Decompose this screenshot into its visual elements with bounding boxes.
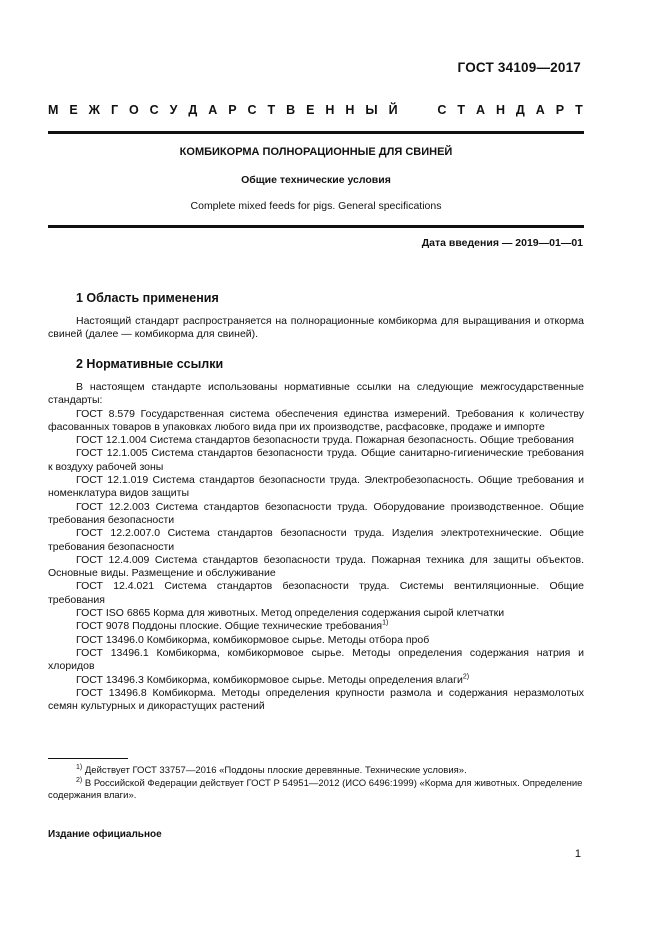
normative-reference bbox=[48, 634, 584, 647]
standard-type-letter: Г bbox=[110, 103, 119, 117]
reference-text: ГОСТ ISO 6865 Корма для животных. Метод определения содержания сырой клетчатки bbox=[76, 607, 505, 620]
footnote-mark: 2) bbox=[76, 776, 83, 784]
reference-text: ГОСТ 13496.1 Комбикорма, комбикормовое сырье. Методы определения содержания натрия и хлоридов bbox=[48, 646, 584, 673]
reference-text: ГОСТ 12.2.003 Система стандартов безопасности труда. Оборудование производственное. Общие требования безопасности bbox=[48, 500, 584, 526]
bottom-rule bbox=[48, 225, 584, 228]
standard-type-letter: Й bbox=[388, 103, 398, 117]
reference-text: ГОСТ 12.1.005 Система стандартов безопасности труда. Общие санитарно-гигиенические требования к воздуху рабочей зоны bbox=[48, 447, 584, 473]
reference-text: ГОСТ 13496.3 Комбикорма, комбикормовое сырье. Методы определения влаги bbox=[76, 673, 463, 686]
top-rule bbox=[48, 131, 584, 134]
standard-type-letter: Ж bbox=[88, 103, 100, 117]
document-subtitle: Общие технические условия bbox=[241, 174, 391, 186]
standard-type-letter: Н bbox=[345, 103, 355, 117]
english-title: Complete mixed feeds for pigs. General specifications bbox=[190, 200, 442, 212]
standard-type-letter bbox=[409, 103, 412, 117]
document-number: ГОСТ 34109—2017 bbox=[457, 60, 581, 75]
standard-type-letter bbox=[423, 103, 426, 117]
standard-type-letter: Д bbox=[515, 103, 525, 117]
footnote-marker: 2) bbox=[462, 673, 470, 681]
official-edition-label: Издание официальное bbox=[48, 829, 162, 840]
normative-reference bbox=[48, 447, 584, 474]
standard-type-letter: Н bbox=[325, 103, 335, 117]
normative-reference bbox=[48, 620, 584, 633]
reference-text: ГОСТ 12.1.019 Система стандартов безопасности труда. Электробезопасность. Общие требования и номенклатура видов защиты bbox=[48, 474, 584, 500]
footnote-marker: 1) bbox=[382, 619, 389, 627]
reference-text: ГОСТ 12.4.009 Система стандартов безопасности труда. Пожарная техника для защиты объектов. Основные виды. Размещение и обслуживание bbox=[48, 553, 584, 580]
standard-type-letter: В bbox=[286, 103, 296, 117]
standard-type-letter: Е bbox=[306, 103, 315, 117]
footnote bbox=[48, 778, 584, 803]
normative-reference bbox=[48, 408, 584, 435]
standard-type-letter: Т bbox=[267, 103, 276, 117]
standard-type-letter: С bbox=[149, 103, 159, 117]
standard-type-letter: Е bbox=[69, 103, 78, 117]
normative-reference bbox=[48, 580, 584, 607]
footnote bbox=[48, 765, 584, 778]
standard-type-letter: Ы bbox=[365, 103, 378, 117]
standard-type-letter: Д bbox=[188, 103, 198, 117]
reference-text: ГОСТ 12.1.004 Система стандартов безопасности труда. Пожарная безопасность. Общие требования bbox=[76, 434, 574, 447]
standard-type-letter: Т bbox=[575, 103, 583, 117]
section-1-paragraph: Настоящий стандарт распространяется на полнорационные комбикорма для выращивания и откорма свиней (далее — комбикорма для свиней). bbox=[48, 315, 584, 341]
standard-type-letter: Н bbox=[495, 103, 505, 117]
reference-text: ГОСТ 13496.8 Комбикорма. Методы определения крупности размола и содержания неразмолотых семян культурных и дикорастущих растений bbox=[48, 686, 584, 713]
page-number: 1 bbox=[574, 848, 581, 860]
section-2-text bbox=[48, 381, 584, 713]
normative-reference bbox=[48, 527, 584, 554]
footnotes bbox=[48, 765, 584, 803]
standard-type-letter: С bbox=[437, 103, 447, 117]
standard-type-letter: Р bbox=[228, 103, 237, 117]
standard-type-letter: Т bbox=[457, 103, 465, 117]
reference-text: ГОСТ 12.4.021 Система стандартов безопасности труда. Системы вентиляционные. Общие требования bbox=[48, 580, 584, 606]
normative-reference bbox=[48, 434, 584, 447]
normative-reference bbox=[48, 647, 584, 674]
standard-type-letter: С bbox=[247, 103, 257, 117]
standard-type-letter: А bbox=[208, 103, 218, 117]
standard-type-letter: М bbox=[48, 103, 59, 117]
reference-text: ГОСТ 8.579 Государственная система обеспечения единства измерений. Требования к количеству фасованных товаров в упаковках любого вида при их производстве, расфасовке, продаже и импорте bbox=[48, 407, 584, 433]
reference-text: ГОСТ 9078 Поддоны плоские. Общие технические требования bbox=[76, 620, 383, 633]
standard-type-heading bbox=[48, 103, 583, 117]
document-title: КОМБИКОРМА ПОЛНОРАЦИОННЫЕ ДЛЯ СВИНЕЙ bbox=[179, 146, 453, 158]
normative-reference bbox=[48, 687, 584, 714]
standard-type-letter: А bbox=[535, 103, 545, 117]
reference-text: ГОСТ 12.2.007.0 Система стандартов безопасности труда. Изделия электротехнические. Общие требования безопасности bbox=[48, 527, 584, 553]
introduction-date: Дата введения — 2019—01—01 bbox=[421, 237, 583, 249]
standard-type-letter: Р bbox=[555, 103, 565, 117]
standard-type-letter: У bbox=[169, 103, 178, 117]
section-1-heading: 1 Область применения bbox=[76, 291, 219, 305]
footnote-rule bbox=[48, 758, 128, 759]
section-2-intro: В настоящем стандарте использованы нормативные ссылки на следующие межгосударственные стандарты: bbox=[48, 381, 584, 407]
section-1-text bbox=[48, 315, 584, 342]
section-2-heading: 2 Нормативные ссылки bbox=[76, 357, 224, 371]
reference-text: ГОСТ 13496.0 Комбикорма, комбикормовое сырье. Методы отбора проб bbox=[76, 633, 430, 646]
standard-type-letter: О bbox=[128, 103, 139, 117]
normative-reference bbox=[48, 607, 584, 620]
normative-reference bbox=[48, 554, 584, 581]
standard-type-letter: А bbox=[475, 103, 485, 117]
normative-reference bbox=[48, 674, 584, 687]
normative-reference bbox=[48, 474, 584, 501]
normative-reference bbox=[48, 501, 584, 528]
footnote-mark: 1) bbox=[76, 763, 83, 771]
footnote-text: В Российской Федерации действует ГОСТ Р 54951—2012 (ИСО 6496:1999) «Корма для животных. Определение содержания влаги». bbox=[48, 777, 583, 801]
footnote-text: Действует ГОСТ 33757—2016 «Поддоны плоские деревянные. Технические условия». bbox=[82, 765, 467, 776]
